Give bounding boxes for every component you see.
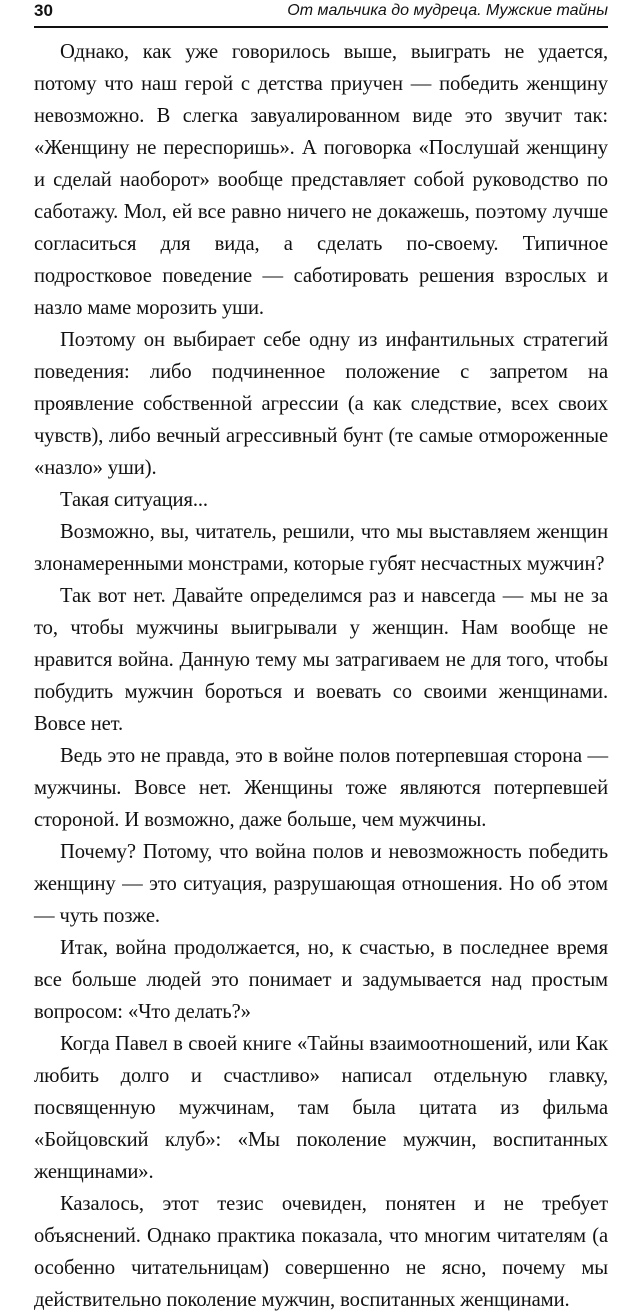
paragraph: Такая ситуация... bbox=[60, 489, 208, 511]
paragraph: Так вот нет. Давайте определимся раз и навсегда — мы не за то, чтобы мужчины выигрывали у женщин. Нам вообще не нравится война. Данную тему мы затрагиваем не для того, чтобы побудить мужчин бороться и воевать со своими женщинами. Вовсе нет. bbox=[34, 585, 608, 735]
body-text bbox=[34, 36, 608, 1316]
paragraph: Казалось, этот тезис очевиден, понятен и не требует объяснений. Однако практика показала, что многим читателям (а особенно читательницам) совершенно не ясно, почему мы действительно поколение мужчин, воспитанных женщинами. bbox=[34, 1193, 608, 1311]
running-head bbox=[34, 0, 608, 28]
paragraph: Возможно, вы, читатель, решили, что мы выставляем женщин злонамеренными монстрами, которые губят несчастных мужчин? bbox=[34, 521, 608, 575]
page-number: 30 bbox=[34, 1, 53, 20]
paragraph: Когда Павел в своей книге «Тайны взаимоотношений, или Как любить долго и счастливо» написал отдельную главку, посвященную мужчинам, там была цитата из фильма «Бойцовский клуб»: «Мы поколение мужчин, воспитанных женщинами». bbox=[34, 1033, 608, 1183]
paragraph: Почему? Потому, что война полов и невозможность победить женщину — это ситуация, разрушающая отношения. Но об этом — чуть позже. bbox=[34, 841, 608, 927]
paragraph: Поэтому он выбирает себе одну из инфантильных стратегий поведения: либо подчиненное положение с запретом на проявление собственной агрессии (а как следствие, всех своих чувств), либо вечный агрессивный бунт (те самые отмороженные «назло» уши). bbox=[34, 329, 608, 479]
paragraph: Ведь это не правда, это в войне полов потерпевшая сторона — мужчины. Вовсе нет. Женщины тоже являются потерпевшей стороной. И возможно, даже больше, чем мужчины. bbox=[34, 745, 608, 831]
running-head-title: От мальчика до мудреца. Мужские тайны bbox=[287, 2, 608, 19]
paragraph: Итак, война продолжается, но, к счастью, в последнее время все больше людей это понимает и задумывается над простым вопросом: «Что делать?» bbox=[34, 937, 608, 1023]
paragraph: Однако, как уже говорилось выше, выиграть не удается, потому что наш герой с детства приучен — победить женщину невозможно. В слегка завуалированном виде это звучит так: «Женщину не переспоришь». А поговорка «Послушай женщину и сделай наоборот» вообще представляет собой руководство по саботажу. Мол, ей все равно ничего не докажешь, поэтому лучше согласиться для вида, а сделать по-своему. Типичное подростковое поведение — саботировать решения взрослых и назло маме морозить уши. bbox=[34, 41, 608, 319]
